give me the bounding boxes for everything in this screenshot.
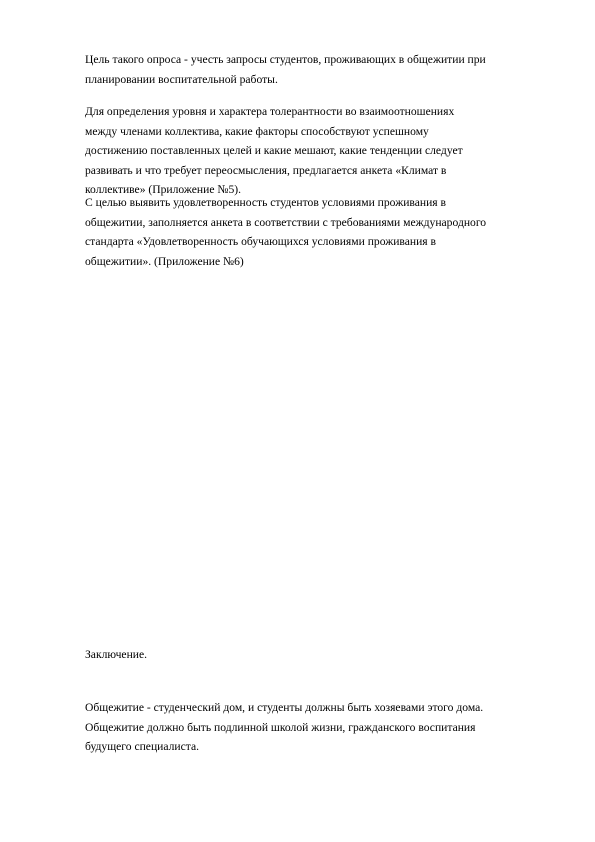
text-line: Общежитие должно быть подлинной школой жизни, гражданского воспитания: [85, 720, 476, 734]
text-line: Заключение.: [85, 648, 148, 661]
text-line: между членами коллектива, какие факторы способствуют успешному: [85, 124, 429, 138]
text-line: развивать и что требует переосмысления, предлагается анкета «Климат в: [85, 163, 447, 177]
text-line: С целью выявить удовлетворенность студентов условиями проживания в: [85, 196, 446, 209]
text-line: Для определения уровня и характера толерантности во взаимоотношениях: [85, 105, 455, 118]
text-line: общежитии, заполняется анкета в соответствии с требованиями международного: [85, 215, 487, 229]
text-line: достижению поставленных целей и какие мешают, какие тенденции следует: [85, 144, 463, 157]
paragraph-living-conditions-survey: [85, 193, 555, 271]
text-line: общежитии». (Приложение №6): [85, 254, 244, 268]
text-line: планировании воспитательной работы.: [85, 72, 278, 86]
conclusion-heading: [85, 645, 555, 665]
text-line: коллективе» (Приложение №5).: [85, 183, 242, 196]
paragraph-conclusion: [85, 698, 555, 757]
paragraph-survey-purpose: [85, 50, 555, 89]
text-line: Цель такого опроса - учесть запросы студентов, проживающих в общежитии при: [85, 53, 486, 66]
paragraph-tolerance-survey: [85, 102, 555, 200]
text-line: будущего специалиста.: [85, 740, 199, 753]
text-line: Общежитие - студенческий дом, и студенты должны быть хозяевами этого дома.: [85, 701, 484, 714]
text-line: стандарта «Удовлетворенность обучающихся условиями проживания в: [85, 235, 437, 248]
